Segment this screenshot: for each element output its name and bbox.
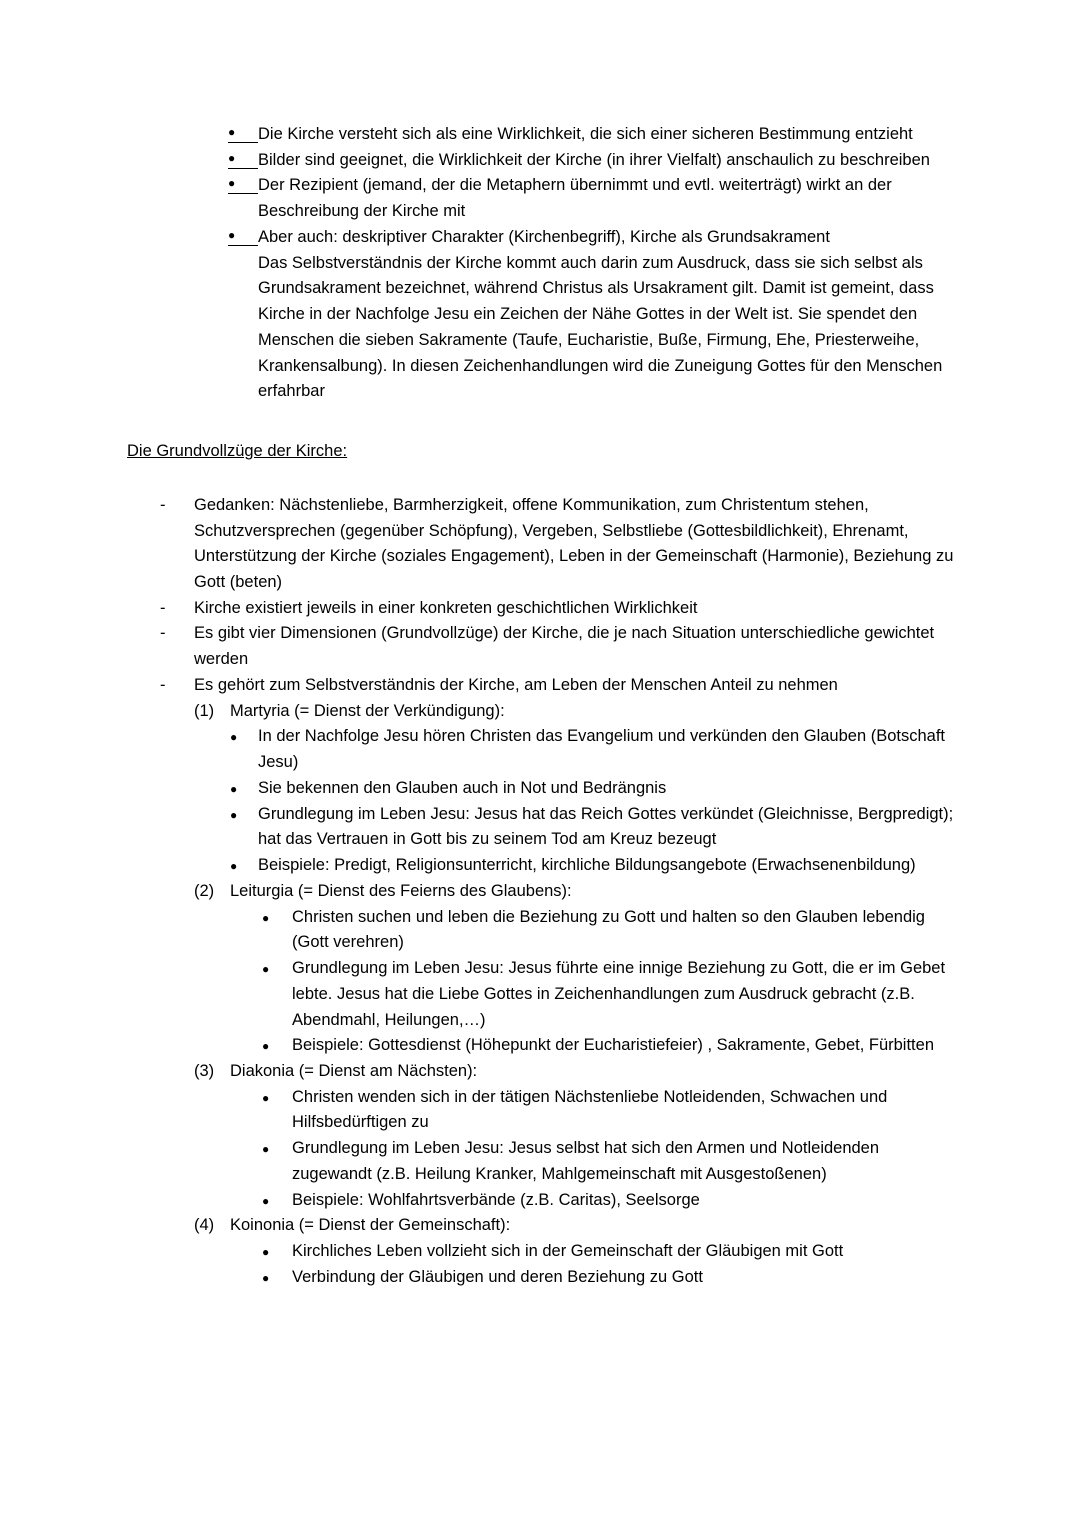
dash-marker-icon: -	[160, 624, 166, 643]
bullet-text: Der Rezipient (jemand, der die Metaphern übernimmt und evtl. weiterträgt) wirkt an der Beschreibung der Kirche mit	[258, 176, 892, 221]
bullet-marker-icon: ●	[228, 173, 258, 194]
bullet-marker-icon: ●	[228, 122, 258, 143]
sub-bullet-item	[262, 905, 955, 956]
sub-bullet-text: Kirchliches Leben vollzieht sich in der Gemeinschaft der Gläubigen mit Gott	[292, 1242, 844, 1261]
intro-bullet-item	[228, 225, 955, 405]
dash-item	[160, 673, 955, 1291]
number-marker: (2)	[194, 881, 215, 900]
numbered-title: Leiturgia (= Dienst des Feierns des Glaubens):	[230, 881, 572, 900]
sub-bullet-text: Sie bekennen den Glauben auch in Not und Bedrängnis	[258, 778, 667, 797]
sub-bullet-item	[262, 1136, 955, 1187]
bullet-marker-icon: ●	[230, 859, 238, 874]
dash-text: Es gibt vier Dimensionen (Grundvollzüge) der Kirche, die je nach Situation unterschiedliche gewichtet werden	[194, 624, 935, 669]
number-marker: (1)	[194, 701, 215, 720]
sub-bullet-list	[262, 905, 955, 1059]
sub-bullet-text: Grundlegung im Leben Jesu: Jesus hat das Reich Gottes verkündet (Gleichnisse, Bergpredigt); hat das Vertrauen in Gott bis zu seinem Tod am Kreuz bezeugt	[258, 804, 954, 849]
dash-marker-icon: -	[160, 598, 166, 617]
number-marker: (3)	[194, 1061, 215, 1080]
dash-text: Gedanken: Nächstenliebe, Barmherzigkeit, offene Kommunikation, zum Christentum stehen, Schutzversprechen (gegenüber Schöpfung), Vergeben, Selbstliebe (Gottesbildlichkeit), Ehrenamt, Unterstützung der Kirche (soziales Engagement), Leben in der Gemeinschaft (Harmonie), Beziehung zu Gott (beten)	[194, 495, 954, 592]
numbered-title: Koinonia (= Dienst der Gemeinschaft):	[230, 1216, 511, 1235]
intro-bullet-list	[228, 122, 955, 405]
numbered-item	[194, 1059, 955, 1213]
dash-marker-icon: -	[160, 675, 166, 694]
bullet-marker-icon: ●	[230, 807, 238, 822]
numbered-title: Diakonia (= Dienst am Nächsten):	[230, 1061, 478, 1080]
sub-bullet-item	[262, 1085, 955, 1136]
sub-bullet-item	[262, 1239, 955, 1265]
dash-item	[160, 596, 955, 622]
bullet-marker-icon: ●	[228, 225, 258, 246]
dash-item	[160, 493, 955, 596]
dash-list	[160, 493, 955, 1291]
bullet-marker-icon: ●	[262, 1142, 270, 1157]
sub-bullet-text: Grundlegung im Leben Jesu: Jesus führte eine innige Beziehung zu Gott, die er im Gebet lebte. Jesus hat die Liebe Gottes in Zeichenhandlungen zum Ausdruck gebracht (z.B. Abendmahl, Heilungen,…)	[292, 959, 946, 1029]
dash-text: Es gehört zum Selbstverständnis der Kirche, am Leben der Menschen Anteil zu nehmen	[194, 675, 838, 694]
dash-marker-icon: -	[160, 495, 166, 514]
bullet-marker-icon: ●	[262, 1090, 270, 1105]
bullet-marker-icon: ●	[262, 1270, 270, 1285]
bullet-marker-icon: ●	[262, 1193, 270, 1208]
sub-bullet-list	[262, 1239, 955, 1290]
bullet-marker-icon: ●	[230, 781, 238, 796]
sub-bullet-item	[230, 853, 955, 879]
dash-text: Kirche existiert jeweils in einer konkreten geschichtlichen Wirklichkeit	[194, 598, 698, 617]
continuation-text: Das Selbstverständnis der Kirche kommt auch darin zum Ausdruck, dass sie sich selbst als Grundsakrament bezeichnet, während Christus als Ursakrament gilt. Damit ist gemeint, dass Kirche in der Nachfolge Jesu ein Zeichen der Nähe Gottes in der Welt ist. Sie spendet den Menschen die sieben Sakramente (Taufe, Eucharistie, Buße, Firmung, Ehe, Priesterweihe, Krankensalbung). In diesen Zeichenhandlungen wird die Zuneigung Gottes für den Menschen erfahrbar	[258, 253, 943, 401]
intro-bullet-item	[228, 148, 955, 174]
bullet-marker-icon: ●	[262, 1245, 270, 1260]
sub-bullet-list	[230, 724, 955, 878]
section-heading: Die Grundvollzüge der Kirche:	[127, 442, 348, 461]
numbered-title: Martyria (= Dienst der Verkündigung):	[230, 701, 505, 720]
number-marker: (4)	[194, 1216, 215, 1235]
sub-bullet-item	[262, 1033, 955, 1059]
sub-bullet-text: Beispiele: Wohlfahrtsverbände (z.B. Caritas), Seelsorge	[292, 1190, 700, 1209]
bullet-text: Bilder sind geeignet, die Wirklichkeit der Kirche (in ihrer Vielfalt) anschaulich zu beschreiben	[258, 150, 930, 169]
intro-bullet-item	[228, 122, 955, 148]
sub-bullet-text: Grundlegung im Leben Jesu: Jesus selbst hat sich den Armen und Notleidenden zugewandt (z.B. Heilung Kranker, Mahlgemeinschaft mit Ausgestoßenen)	[292, 1139, 880, 1183]
numbered-item	[194, 1213, 955, 1290]
sub-bullet-item	[262, 956, 955, 1033]
sub-bullet-text: Verbindung der Gläubigen und deren Beziehung zu Gott	[292, 1267, 703, 1286]
sub-bullet-item	[230, 776, 955, 802]
sub-bullet-text: Christen suchen und leben die Beziehung zu Gott und halten so den Glauben lebendig (Gott verehren)	[292, 907, 925, 952]
sub-bullet-item	[230, 724, 955, 775]
bullet-marker-icon: ●	[262, 910, 270, 925]
intro-bullet-item	[228, 173, 955, 224]
sub-bullet-item	[230, 802, 955, 853]
sub-bullet-text: Beispiele: Gottesdienst (Höhepunkt der Eucharistiefeier) , Sakramente, Gebet, Fürbitten	[292, 1036, 934, 1055]
bullet-text: Die Kirche versteht sich als eine Wirklichkeit, die sich einer sicheren Bestimmung entzieht	[258, 125, 913, 143]
bullet-text: Aber auch: deskriptiver Charakter (Kirchenbegriff), Kirche als Grundsakrament	[258, 227, 830, 246]
dash-item	[160, 621, 955, 672]
sub-bullet-list	[262, 1085, 955, 1214]
bullet-marker-icon: ●	[228, 148, 258, 169]
numbered-item	[194, 699, 955, 879]
sub-bullet-text: Christen wenden sich in der tätigen Nächstenliebe Notleidenden, Schwachen und Hilfsbedürftigen zu	[292, 1087, 888, 1132]
numbered-item	[194, 879, 955, 1059]
bullet-marker-icon: ●	[262, 962, 270, 977]
bullet-marker-icon: ●	[262, 1039, 270, 1054]
sub-bullet-item	[262, 1188, 955, 1214]
bullet-marker-icon: ●	[230, 730, 238, 745]
sub-bullet-text: Beispiele: Predigt, Religionsunterricht, kirchliche Bildungsangebote (Erwachsenenbildung)	[258, 856, 916, 875]
sub-bullet-text: In der Nachfolge Jesu hören Christen das Evangelium und verkünden den Glauben (Botschaft Jesu)	[258, 727, 946, 772]
sub-bullet-item	[262, 1265, 955, 1291]
